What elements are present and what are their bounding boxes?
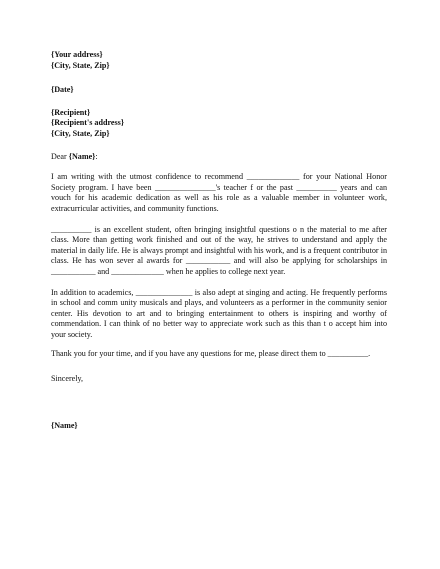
letter-date: {Date}: [51, 85, 74, 95]
sender-city-state-zip: {City, State, Zip}: [51, 60, 110, 70]
signature: [51, 421, 387, 432]
sender-address: {Your address}: [51, 50, 103, 59]
date-line: [51, 85, 387, 96]
paragraph-4: Thank you for your time, and if you have any questions for me, please direct them to __________.: [51, 349, 371, 359]
recipient-city-state-zip: {City, State, Zip}: [51, 128, 110, 138]
paragraph-3: In addition to academics, ______________ is also adept at singing and acting. He frequently performs in school and comm unity musicals and plays, and volunteers as a performer in the community senior center. His devotion to art and to bringing entertainment to others is inspiring and worthy of commendation. I can think of no better way to appreciate work such as this than t o accept him into your society.: [51, 287, 387, 339]
salutation-suffix: :: [95, 151, 98, 161]
salutation: [51, 152, 387, 163]
recipient-name: {Recipient}: [51, 107, 91, 117]
recipient-block: [51, 108, 387, 140]
closing-text: Sincerely,: [51, 374, 84, 384]
letter-body: [51, 50, 387, 431]
closing: [51, 374, 387, 385]
paragraph-2: __________ is an excellent student, often bringing insightful questions o n the material to me after class. More than getting work finished and out of the way, he strives to understand and apply the material in daily life. He is always prompt and insightful with his work, and is a frequent contributor in class. He has won sever al awards for ___________ and will also be applying for scholarships in ___________ and _____________ when he applies to college next year.: [51, 224, 387, 276]
sender-block: [51, 50, 387, 71]
signature-name: {Name}: [51, 420, 78, 430]
salutation-name: {Name}: [68, 151, 96, 161]
paragraph-1: I am writing with the utmost confidence to recommend _____________ for your National Honor Society program. I have been _______________'s teacher f or the past __________ years and can vouch for his academic dedication as well as his role as a valuable member in volunteer work, extracurricular activities, and community functions.: [51, 172, 387, 213]
recipient-address: {Recipient's address}: [51, 118, 125, 128]
salutation-prefix: Dear: [51, 151, 69, 161]
